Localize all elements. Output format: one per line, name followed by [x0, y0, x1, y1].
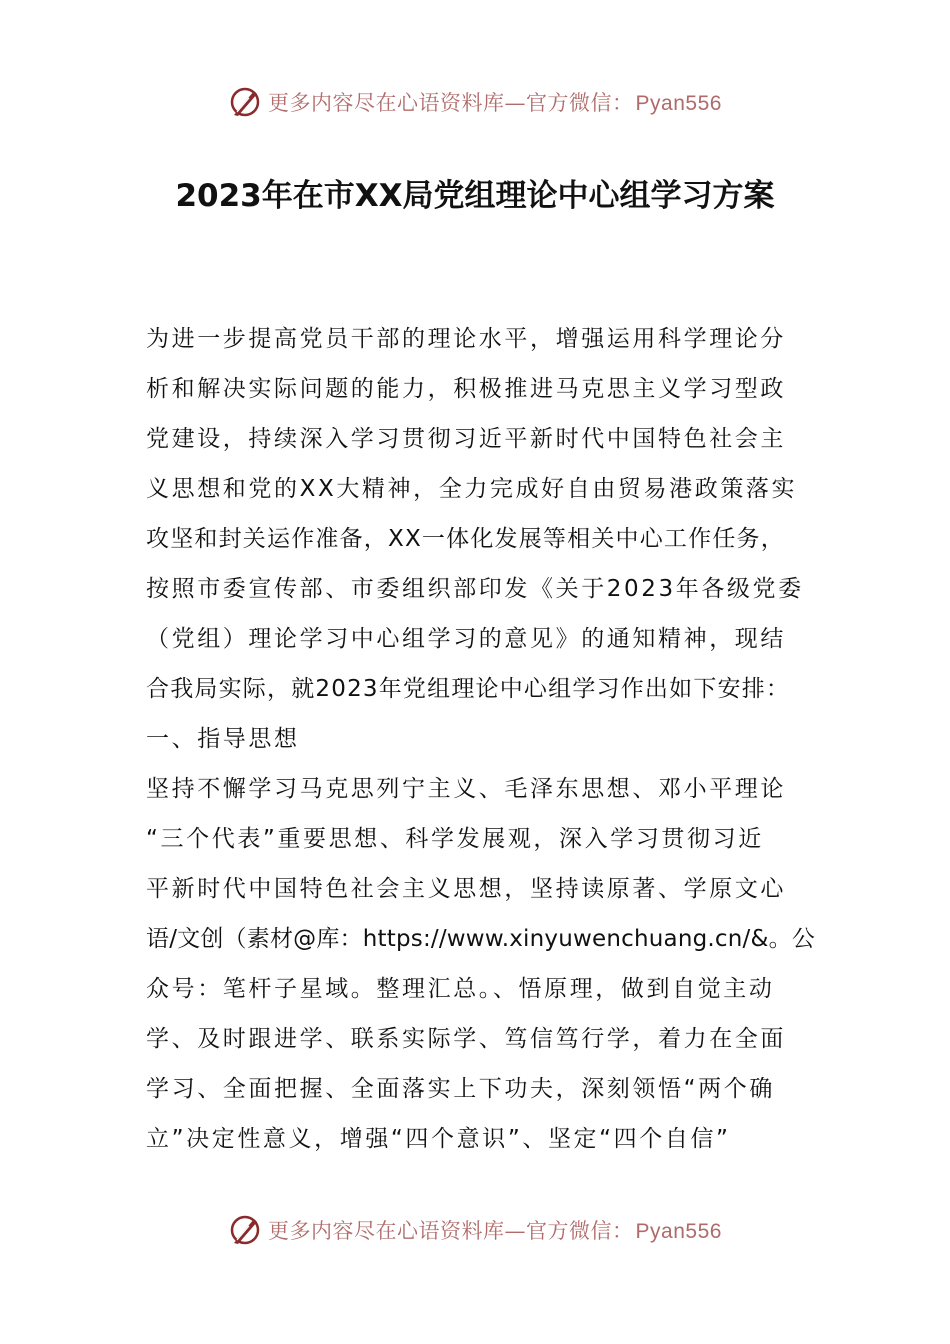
body-line: （党组）理论学习中心组学习的意见》的通知精神，现结 [146, 626, 786, 652]
watermark-banner-bottom [0, 1210, 950, 1250]
wechat-id: Pyan556 [635, 1220, 722, 1243]
wechat-id: Pyan556 [635, 92, 722, 115]
document-body [146, 314, 816, 1164]
body-line: 坚持不懈学习马克思列宁主义、毛泽东思想、邓小平理论 [146, 776, 786, 802]
body-line: 合我局实际，就2023年党组理论中心组学习作出如下安排： [146, 676, 791, 702]
body-line: 党建设，持续深入学习贯彻习近平新时代中国特色社会主 [146, 426, 786, 452]
body-line: 学习、全面把握、全面落实上下功夫，深刻领悟“两个确 [146, 1076, 775, 1102]
section-heading: 一、指导思想 [146, 726, 300, 752]
body-line: 立”决定性意义，增强“四个意识”、坚定“四个自信” [146, 1126, 731, 1152]
body-line: 平新时代中国特色社会主义思想，坚持读原著、学原文心 [146, 876, 786, 902]
body-line: “三个代表”重要思想、科学发展观，深入学习贯彻习近 [146, 826, 764, 852]
body-line: 为进一步提高党员干部的理论水平，增强运用科学理论分 [146, 326, 786, 352]
watermark-banner-top [0, 82, 950, 122]
body-line: 众号：笔杆子星域。整理汇总。、悟原理，做到自觉主动 [146, 976, 775, 1002]
document-title: 2023年在市XX局党组理论中心组学习方案 [175, 178, 775, 214]
body-line: 攻坚和封关运作准备，XX一体化发展等相关中心工作任务， [146, 526, 785, 552]
quill-logo-icon [228, 1213, 262, 1247]
body-line: 按照市委宣传部、市委组织部印发《关于2023年各级党委 [146, 576, 804, 602]
body-line: 学、及时跟进学、联系实际学、笃信笃行学，着力在全面 [146, 1026, 786, 1052]
body-line: 义思想和党的XX大精神，全力完成好自由贸易港政策落实 [146, 476, 798, 502]
quill-logo-icon [228, 85, 262, 119]
watermark-text: 更多内容尽在心语资料库—官方微信：Pyan556 [268, 91, 722, 115]
body-line: 语/文创（素材@库：https://www.xinyuwenchuang.cn/&。公 [146, 926, 816, 952]
watermark-text: 更多内容尽在心语资料库—官方微信：Pyan556 [268, 1219, 722, 1243]
body-line: 析和解决实际问题的能力，积极推进马克思主义学习型政 [146, 376, 786, 402]
